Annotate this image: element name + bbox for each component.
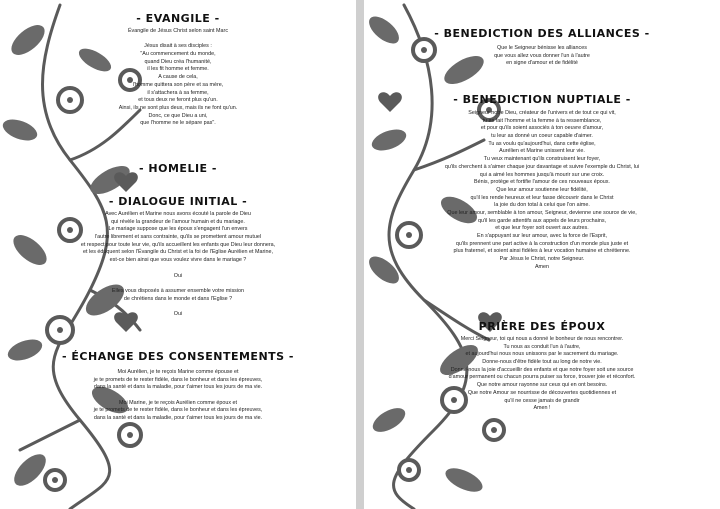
text-line: Ainsi, ils ne sont plus deux, mais ils ne font qu'un. <box>118 104 238 111</box>
text-line: qu'il ne cesse jamais de grandir <box>504 397 580 404</box>
heading-evangile: - EVANGILE - <box>136 12 220 25</box>
text-line: et aujourd'hui nous nous unissons par le sacrement du mariage. <box>465 351 619 358</box>
left-page <box>0 0 356 509</box>
text-line: Évangile de Jésus Christ selon saint Marc <box>127 28 229 34</box>
text-line: et les éduquent selon l'Évangile du Christ et la foi de l'Eglise Aurélien et Marine, <box>83 249 273 256</box>
text-line: et que leur foyer soit ouvert aux autres. <box>495 225 589 232</box>
text-line: Jésus disait à ses disciples : <box>144 43 212 50</box>
text-line: Avec Aurélien et Marine nous avons écouté la parole de Dieu <box>105 211 251 217</box>
text-line <box>0 392 356 400</box>
heading-benediction-nuptiale: - BENEDICTION NUPTIALE - <box>453 93 631 106</box>
text-line <box>0 303 356 311</box>
text-line: Que le Seigneur bénisse les alliances <box>497 45 587 51</box>
text-line: tu leur as donné un coeur capable d'aimer. <box>491 133 593 140</box>
text-line: qu'il les garde attentifs aux appels de leurs prochains, <box>477 217 607 224</box>
right-page <box>364 0 720 509</box>
text-line: l'autre librement et sans contrainte, qu'ils se promettent amour mutuel <box>94 234 262 241</box>
text-line: je te promets de te rester fidèle, dans le bonheur et dans les épreuves, <box>93 407 263 414</box>
text-line: "Au commencement du monde, <box>140 51 216 58</box>
text-line: la joie du don total à celui que l'on aime. <box>494 202 590 209</box>
text-line: qu'ils prennent une part active à la construction d'un monde plus juste et <box>455 240 629 247</box>
text-line: Merci Seigneur, toi qui nous a donné le bonheur de nous rencontrer. <box>460 336 624 342</box>
text-line: l'homme quittera son père et sa mère, <box>132 81 224 88</box>
text-line: Donne-nous d'être fidèle tout au long de notre vie. <box>482 359 602 366</box>
echange-text <box>0 369 356 423</box>
evangile-text <box>0 28 356 128</box>
text-line: Elles vous disposés à assumer ensemble votre mission <box>111 287 245 294</box>
text-line: Que notre Amour se nourrisse de découvertes quotidiennes et <box>467 389 617 396</box>
text-line: Seigneur notre Dieu, créateur de l'univers et de tout ce qui vit, <box>468 110 616 116</box>
text-line: Que leur amour, semblable à ton amour, Seigneur, devienne une source de vie, <box>447 209 637 216</box>
heading-priere-epoux: PRIÈRE DES ÉPOUX <box>478 320 606 333</box>
text-line: Bénis, protège et fortifie l'amour de ces nouveaux époux. <box>474 179 610 186</box>
priere-text <box>364 336 720 413</box>
text-line: et pour qu'ils soient associés à ton oeuvre d'amour, <box>480 125 604 132</box>
text-line: dans la santé et dans la maladie, pour t'aimer tous les jours de ma vie. <box>93 384 263 391</box>
heading-echange-consentements: - ÉCHANGE DES CONSENTEMENTS - <box>62 350 294 363</box>
text-line: En s'appuyant sur leur amour, avec la force de l'Esprit, <box>476 233 607 239</box>
text-line: de chrétiens dans le monde et dans l'Eglise ? <box>123 295 233 302</box>
text-line: en signe d'amour et de fidélité <box>506 60 578 67</box>
text-line: Amen ! <box>533 405 551 412</box>
text-line: je te promets de te rester fidèle, dans le bonheur et dans les épreuves, <box>93 376 263 383</box>
text-line: Donne-nous la joie d'accueillir des enfants et que notre foyer soit une source <box>450 366 634 373</box>
text-line: est-ce bien ainsi que vous voulez vivre dans le mariage ? <box>109 257 247 264</box>
text-line: Que leur amour soutienne leur fidélité, <box>496 186 588 193</box>
text-line <box>0 265 356 273</box>
heading-benediction-alliances: - BENEDICTION DES ALLIANCES - <box>434 27 650 40</box>
text-line: Moi Aurélien, je te reçois Marine comme épouse et <box>117 369 239 375</box>
text-line: qu'ils cherchent à s'aimer chaque jour davantage et suivre l'exemple du Christ, lui <box>444 163 640 170</box>
text-line: et respect pour toute leur vie, qu'ils accueillent les enfants que Dieu leur donnera, <box>80 241 276 248</box>
page-gap <box>356 0 364 509</box>
text-line: qu'il les rende heureux et leur fasse découvrir dans le Christ <box>470 194 614 201</box>
text-line: il les fit homme et femme. <box>147 66 209 73</box>
text-line: il s'attachera à sa femme, <box>147 89 209 96</box>
text-line: quand Dieu créa l'humanité, <box>144 58 212 65</box>
text-line: dans la santé et dans la maladie, pour t'aimer tous les jours de ma vie. <box>93 415 263 422</box>
text-line: Le mariage suppose que les époux s'engagent l'un envers <box>108 226 248 233</box>
text-line: que vous allez vous donner l'un à l'autre <box>494 52 590 59</box>
text-line: Moi Marine, je te reçois Aurélien comme époux et <box>118 399 238 406</box>
text-line: qui révèle la grandeur de l'amour humain et du mariage. <box>111 218 245 225</box>
text-line: Aurélien et Marine unissent leur vie. <box>499 148 585 155</box>
text-line: tu as fait l'homme et la femme à ta ressemblance, <box>482 117 602 124</box>
text-line: Amen <box>534 263 550 270</box>
text-line: Donc, ce que Dieu a uni, <box>148 112 208 119</box>
nuptiale-text <box>364 110 720 271</box>
heading-homelie: - HOMELIE - <box>139 162 217 175</box>
text-line: Oui <box>173 272 183 279</box>
text-line: Tu veux maintenant qu'ils construisent leur foyer, <box>483 156 601 163</box>
text-line: que l'homme ne le sépare pas". <box>140 120 216 127</box>
text-line: plus fraternel, et soient ainsi fidèles à leur vocation humaine et chrétienne. <box>453 248 631 255</box>
text-line <box>0 280 356 288</box>
text-line: d'amour permanent ou chacun pourra puiser sa force, trouver joie et réconfort. <box>448 374 636 381</box>
text-line: Oui <box>173 310 183 317</box>
text-line <box>0 36 356 44</box>
heading-dialogue-initial: - DIALOGUE INITIAL - <box>108 195 248 208</box>
text-line: Tu as voulu qu'aujourd'hui, dans cette église, <box>488 140 596 147</box>
alliances-text <box>364 45 720 68</box>
text-line: et tous deux ne feront plus qu'un. <box>138 97 218 104</box>
text-line: Que notre amour rayonne sur ceux qui en ont besoins. <box>476 382 608 389</box>
text-line: qui a aimé les hommes jusqu'à mourir sur une croix. <box>479 171 605 178</box>
dialogue-text <box>0 211 356 319</box>
text-line: A cause de cela, <box>158 74 198 81</box>
text-line: Par Jésus le Christ, notre Seigneur. <box>499 256 585 263</box>
text-line: Tu nous as conduit l'un à l'autre, <box>503 343 581 350</box>
